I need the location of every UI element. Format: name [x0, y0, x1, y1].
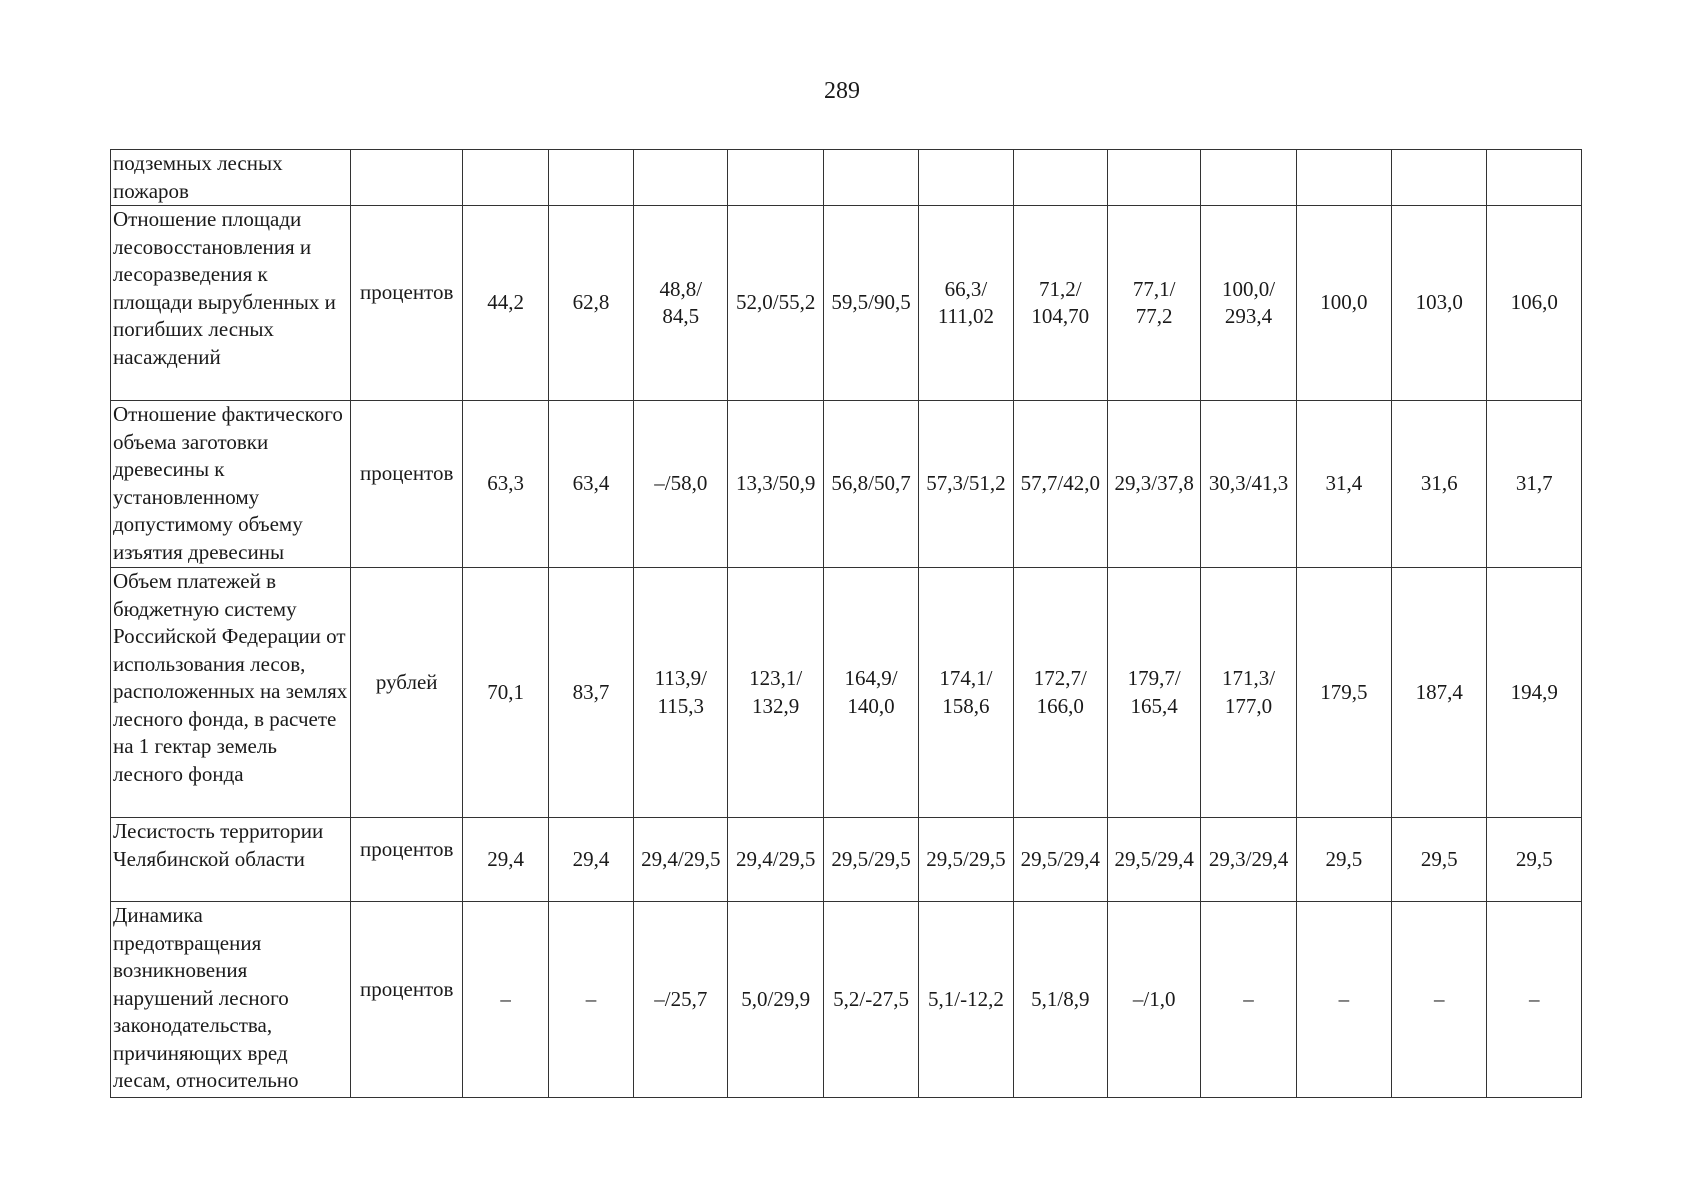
value-cell: 29,5/29,5 [823, 818, 918, 902]
indicator-cell: Объем платежей в бюджетную систему Российской Федерации от использования лесов, расположенных на землях лесного фонда, в расчете на 1 гектар земель лесного фонда [111, 568, 351, 818]
value-cell: – [1487, 902, 1582, 1098]
value-cell: 179,5 [1296, 568, 1391, 818]
value-cell: 29,4 [548, 818, 633, 902]
value-cell: 113,9/ 115,3 [634, 568, 728, 818]
value-cell: 29,3/37,8 [1107, 401, 1200, 568]
unit-cell: рублей [350, 568, 462, 818]
value-cell [1487, 150, 1582, 206]
page-number: 289 [824, 78, 860, 104]
value-cell: 100,0 [1296, 206, 1391, 401]
value-cell [1201, 150, 1296, 206]
indicator-cell: Динамика предотвращения возникновения нарушений лесного законодательства, причиняющих вред лесам, относительно [111, 902, 351, 1098]
value-cell: 187,4 [1392, 568, 1487, 818]
data-table [110, 149, 1582, 1098]
value-cell: – [1296, 902, 1391, 1098]
indicator-cell: Лесистость территории Челябинской области [111, 818, 351, 902]
unit-cell: процентов [350, 206, 462, 401]
value-cell: 71,2/ 104,70 [1013, 206, 1107, 401]
unit-cell: процентов [350, 902, 462, 1098]
value-cell [823, 150, 918, 206]
indicator-cell: Отношение фактического объема заготовки древесины к установленному допустимому объему изъятия древесины [111, 401, 351, 568]
value-cell: 83,7 [548, 568, 633, 818]
value-cell: 57,3/51,2 [919, 401, 1013, 568]
value-cell: 174,1/ 158,6 [919, 568, 1013, 818]
value-cell: 29,5/29,5 [919, 818, 1013, 902]
value-cell: 172,7/ 166,0 [1013, 568, 1107, 818]
value-cell [1392, 150, 1487, 206]
value-cell: 63,3 [463, 401, 548, 568]
value-cell: 179,7/ 165,4 [1107, 568, 1200, 818]
value-cell: 5,2/-27,5 [823, 902, 918, 1098]
value-cell: 59,5/90,5 [823, 206, 918, 401]
value-cell: 29,4 [463, 818, 548, 902]
value-cell: 5,0/29,9 [728, 902, 823, 1098]
value-cell: 29,5/29,4 [1107, 818, 1200, 902]
value-cell: 56,8/50,7 [823, 401, 918, 568]
value-cell: 63,4 [548, 401, 633, 568]
table-row [111, 902, 1582, 1098]
value-cell: 100,0/ 293,4 [1201, 206, 1296, 401]
value-cell: –/1,0 [1107, 902, 1200, 1098]
value-cell: 52,0/55,2 [728, 206, 823, 401]
value-cell [728, 150, 823, 206]
value-cell [548, 150, 633, 206]
value-cell: 31,7 [1487, 401, 1582, 568]
value-cell: 29,4/29,5 [728, 818, 823, 902]
value-cell: 106,0 [1487, 206, 1582, 401]
unit-cell [350, 150, 462, 206]
value-cell: 31,6 [1392, 401, 1487, 568]
value-cell: 13,3/50,9 [728, 401, 823, 568]
unit-cell: процентов [350, 818, 462, 902]
table-row [111, 568, 1582, 818]
indicator-cell: подземных лесных пожаров [111, 150, 351, 206]
table-row [111, 401, 1582, 568]
value-cell [634, 150, 728, 206]
value-cell [1013, 150, 1107, 206]
value-cell: 29,5 [1296, 818, 1391, 902]
value-cell: 29,5/29,4 [1013, 818, 1107, 902]
value-cell: 29,4/29,5 [634, 818, 728, 902]
value-cell [463, 150, 548, 206]
table-row [111, 150, 1582, 206]
value-cell: 29,5 [1392, 818, 1487, 902]
value-cell: –/25,7 [634, 902, 728, 1098]
indicator-cell: Отношение площади лесовосстановления и лесоразведения к площади вырубленных и погибших лесных насаждений [111, 206, 351, 401]
value-cell [1107, 150, 1200, 206]
value-cell: 44,2 [463, 206, 548, 401]
value-cell: 62,8 [548, 206, 633, 401]
value-cell: – [1392, 902, 1487, 1098]
unit-cell: процентов [350, 401, 462, 568]
value-cell: 5,1/8,9 [1013, 902, 1107, 1098]
table-row [111, 818, 1582, 902]
value-cell: 164,9/ 140,0 [823, 568, 918, 818]
value-cell: 123,1/ 132,9 [728, 568, 823, 818]
value-cell [919, 150, 1013, 206]
value-cell: – [548, 902, 633, 1098]
table-row [111, 206, 1582, 401]
value-cell: 57,7/42,0 [1013, 401, 1107, 568]
value-cell: 31,4 [1296, 401, 1391, 568]
value-cell: 103,0 [1392, 206, 1487, 401]
value-cell: – [463, 902, 548, 1098]
value-cell: 29,3/29,4 [1201, 818, 1296, 902]
value-cell: 66,3/ 111,02 [919, 206, 1013, 401]
value-cell: 30,3/41,3 [1201, 401, 1296, 568]
value-cell: – [1201, 902, 1296, 1098]
value-cell: 194,9 [1487, 568, 1582, 818]
value-cell: –/58,0 [634, 401, 728, 568]
value-cell [1296, 150, 1391, 206]
value-cell: 29,5 [1487, 818, 1582, 902]
value-cell: 5,1/-12,2 [919, 902, 1013, 1098]
value-cell: 77,1/ 77,2 [1107, 206, 1200, 401]
value-cell: 70,1 [463, 568, 548, 818]
value-cell: 48,8/ 84,5 [634, 206, 728, 401]
value-cell: 171,3/ 177,0 [1201, 568, 1296, 818]
